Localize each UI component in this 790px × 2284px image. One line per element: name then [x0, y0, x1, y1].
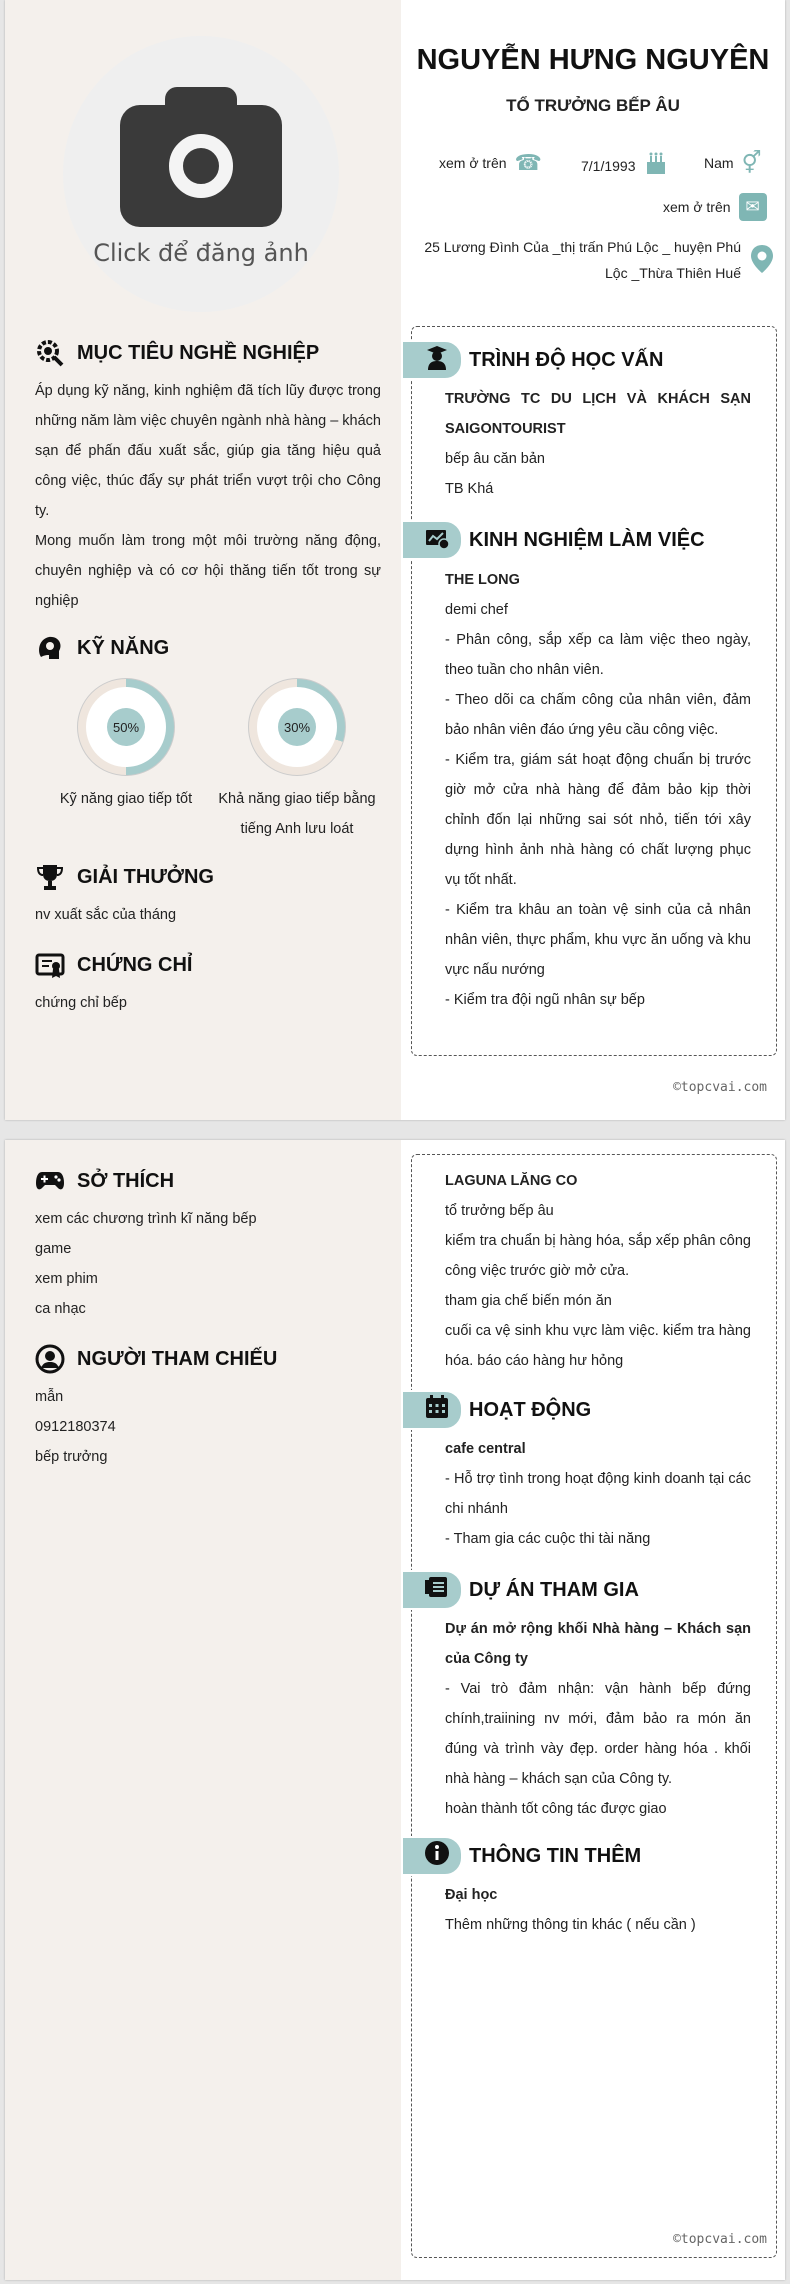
education-major: bếp âu căn bản: [445, 451, 545, 467]
objective-title: MỤC TIÊU NGHỀ NGHIỆP: [77, 341, 320, 364]
birthday-info: [581, 150, 668, 182]
address-line-2: Lộc _Thừa Thiên Huế: [605, 265, 741, 281]
job-duty: - Kiểm tra, giám sát hoạt động chuẩn bị trước giờ mở cửa nhà hàng để đảm bảo kịp thời chỉnh đốn lại những sai sót nhỏ, tiến tới xây dựng hình ảnh nhà hàng có chất lượng phục vụ tốt nhất.: [445, 752, 751, 888]
job-duty: - Kiểm tra đội ngũ nhân sự bếp: [445, 992, 645, 1008]
project-item: - Vai trò đảm nhận: vận hành bếp đứng chính,traiining nv mới, đảm bảo ra món ăn đúng và trình vày đẹp. order hàng hóa . khối nhà hàng – khách sạn của Công ty.: [445, 1681, 751, 1787]
candidate-name: NGUYỄN HƯNG NGUYÊN: [416, 44, 770, 76]
project-item: hoàn thành tốt công tác được giao: [445, 1801, 667, 1817]
skill-item: [41, 678, 211, 814]
job-duty: - Kiểm tra khâu an toàn vệ sinh của cả nhân nhân viên, thực phẩm, khu vực ăn uống và khu vực nấu nướng: [445, 902, 751, 978]
graduate-icon: [424, 344, 450, 376]
experience-title: KINH NGHIỆM LÀM VIỆC: [469, 528, 705, 551]
photo-upload-label: Click để đăng ảnh: [93, 239, 309, 267]
additional-text: Thêm những thông tin khác ( nếu cần ): [445, 1917, 696, 1933]
gamepad-icon: [35, 1166, 65, 1196]
phone-icon: ☎: [514, 150, 542, 175]
references-section: [35, 1344, 381, 1472]
envelope-icon: ✉: [739, 193, 767, 221]
job-duty: - Phân công, sắp xếp ca làm việc theo ngày, theo tuần cho nhân viên.: [445, 632, 751, 678]
hobbies-section: [35, 1166, 381, 1324]
gear-search-icon: [35, 338, 65, 368]
phone-info: [439, 150, 542, 176]
reference-role: bếp trưởng: [35, 1449, 108, 1465]
activities-org: cafe central: [445, 1441, 526, 1457]
education-tab: [401, 340, 463, 380]
skill-item: [212, 678, 382, 844]
hobbies-title: SỞ THÍCH: [77, 1169, 175, 1192]
certificates-title: CHỨNG CHỈ: [77, 953, 193, 976]
activities-header: [401, 1390, 591, 1430]
main-column: [401, 1140, 785, 2280]
skills-section: [35, 633, 381, 671]
skill-label: Kỹ năng giao tiếp tốt: [59, 791, 193, 807]
location-pin-icon: [749, 244, 775, 280]
job-duty: kiểm tra chuẩn bị hàng hóa, sắp xếp phân công công việc trước giờ mở cửa.: [445, 1233, 751, 1279]
reference-phone: 0912180374: [35, 1419, 116, 1435]
camera-icon: [120, 87, 282, 227]
job-duty: cuối ca vệ sinh khu vực làm việc. kiểm tra hàng hóa. báo cáo hàng hư hỏng: [445, 1323, 751, 1369]
objective-section: [35, 338, 381, 616]
education-grade: TB Khá: [445, 481, 494, 497]
skill-percent: 50%: [107, 708, 145, 746]
projects-body: [445, 1614, 751, 1824]
email-info: [663, 193, 767, 221]
job-company: THE LONG: [445, 572, 520, 588]
additional-tab: [401, 1836, 463, 1876]
birthday-text: 7/1/1993: [581, 158, 636, 174]
projects-title: DỰ ÁN THAM GIA: [469, 1578, 639, 1601]
certificates-text: chứng chỉ bếp: [35, 995, 127, 1011]
user-circle-icon: [35, 1344, 65, 1374]
trophy-icon: [35, 862, 65, 892]
cake-icon: [644, 150, 668, 182]
activities-title: HOẠT ĐỘNG: [469, 1398, 592, 1421]
hobby-item: game: [35, 1241, 72, 1257]
gender-icon: ⚥: [741, 150, 762, 175]
activity-item: - Tham gia các cuộc thi tài năng: [445, 1531, 651, 1547]
address-info: [411, 234, 775, 286]
email-text: xem ở trên: [663, 199, 731, 215]
skill-ring: [248, 678, 346, 776]
info-icon: [424, 1840, 450, 1872]
skill-label: Khả năng giao tiếp bằng tiếng Anh lưu loát: [218, 791, 376, 837]
objective-text-2: Mong muốn làm trong một môi trường năng động, chuyên nghiệp và có cơ hội thăng tiến tốt trong sự nghiệp: [35, 533, 381, 609]
additional-heading: Đại học: [445, 1887, 498, 1903]
job-duty: - Theo dõi ca chấm công của nhân viên, đảm bảo nhân viên đáo ứng yêu cầu công việc.: [445, 692, 751, 738]
projects-tab: [401, 1570, 463, 1610]
skill-percent: 30%: [278, 708, 316, 746]
reference-name: mẫn: [35, 1389, 64, 1405]
experience-body: [445, 565, 751, 1015]
awards-title: GIẢI THƯỞNG: [77, 865, 214, 888]
briefcase-chart-icon: [424, 524, 450, 556]
references-title: NGƯỜI THAM CHIẾU: [77, 1347, 278, 1370]
brain-gear-icon: [35, 633, 65, 663]
job-company: LAGUNA LĂNG CO: [445, 1173, 578, 1189]
cv-page-1: [5, 0, 785, 1120]
gender-info: [704, 150, 761, 176]
activities-tab: [401, 1390, 463, 1430]
experience-body-continued: [445, 1166, 751, 1376]
education-title: TRÌNH ĐỘ HỌC VẤN: [469, 348, 664, 371]
activities-body: [445, 1434, 751, 1554]
experience-tab: [401, 520, 463, 560]
awards-text: nv xuất sắc của tháng: [35, 907, 177, 923]
additional-body: [445, 1880, 751, 1940]
skill-ring: [77, 678, 175, 776]
hobby-item: xem các chương trình kĩ năng bếp: [35, 1211, 257, 1227]
projects-header: [401, 1570, 639, 1610]
photo-upload[interactable]: [63, 36, 339, 312]
skills-title: KỸ NĂNG: [77, 636, 170, 659]
phone-text: xem ở trên: [439, 155, 507, 171]
awards-section: [35, 862, 381, 930]
additional-title: THÔNG TIN THÊM: [469, 1844, 642, 1867]
job-role: tổ trưởng bếp âu: [445, 1203, 554, 1219]
calendar-icon: [424, 1394, 450, 1426]
activity-item: - Hỗ trợ tình trong hoạt động kinh doanh tại các chi nhánh: [445, 1471, 751, 1517]
candidate-position: TỔ TRƯỞNG BẾP ÂU: [506, 96, 680, 115]
project-list-icon: [424, 1574, 450, 1606]
education-school: TRƯỜNG TC DU LỊCH VÀ KHÁCH SẠN SAIGONTOURIST: [445, 391, 751, 437]
certificate-icon: [35, 950, 65, 980]
job-duty: tham gia chế biến món ăn: [445, 1293, 612, 1309]
education-body: [445, 384, 751, 504]
cv-page-2: [5, 1140, 785, 2280]
objective-text-1: Áp dụng kỹ năng, kinh nghiệm đã tích lũy được trong những năm làm việc chuyên ngành nhà hàng – khách sạn để phấn đấu xuất sắc, giúp gia tăng hiệu quả công việc, thúc đẩy sự phát triển vượt trội cho Công ty.: [35, 383, 381, 519]
hobby-item: xem phim: [35, 1271, 98, 1287]
education-header: [401, 340, 663, 380]
job-role: demi chef: [445, 602, 508, 618]
address-line-1: 25 Lương Đình Của _thị trấn Phú Lộc _ huyện Phú: [424, 239, 741, 255]
sidebar: [5, 0, 401, 1120]
experience-header: [401, 520, 705, 560]
sidebar: [5, 1140, 401, 2280]
gender-text: Nam: [704, 155, 734, 171]
watermark: ©topcvai.com: [673, 1080, 767, 1095]
watermark: ©topcvai.com: [673, 2232, 767, 2247]
project-name: Dự án mở rộng khối Nhà hàng – Khách sạn của Công ty: [445, 1621, 751, 1667]
certificates-section: [35, 950, 381, 1018]
additional-header: [401, 1836, 641, 1876]
hobby-item: ca nhạc: [35, 1301, 86, 1317]
main-column: [401, 0, 785, 1120]
